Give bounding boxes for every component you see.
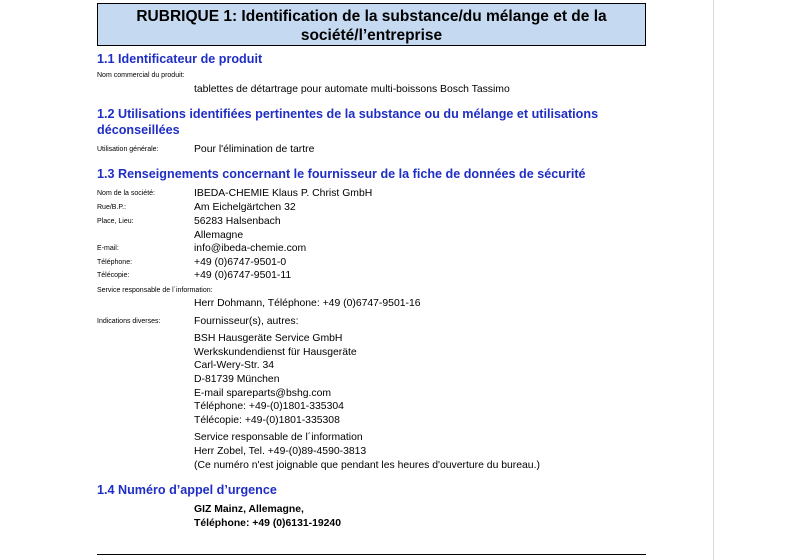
street-value: Am Eichelgärtchen 32	[194, 202, 296, 213]
section-header-line-2: société/l’entreprise	[300, 27, 443, 44]
phone-label: Téléphone:	[97, 259, 133, 266]
company-value: IBEDA-CHEMIE Klaus P. Christ GmbH	[194, 188, 373, 199]
misc-line: Service responsable de l´information	[194, 432, 363, 443]
section-header-line-1: RUBRIQUE 1: Identification de la substance/du mélange et de la	[136, 8, 607, 25]
info-service-label: Service responsable de l´information:	[97, 287, 213, 294]
page-margin	[714, 0, 800, 560]
info-service-value: Herr Dohmann, Téléphone: +49 (0)6747-9501-16	[194, 298, 421, 309]
general-use-value: Pour l'élimination de tartre	[194, 144, 315, 155]
email-value: info@ibeda-chemie.com	[194, 243, 307, 254]
misc-line: Fournisseur(s), autres:	[194, 316, 299, 327]
misc-line: Télécopie: +49-(0)1801-335308	[194, 415, 340, 426]
misc-line: Herr Zobel, Tel. +49-(0)89-4590-3813	[194, 446, 367, 457]
subsection-title-1-3: 1.3 Renseignements concernant le fournisseur de la fiche de données de sécurité	[97, 167, 586, 181]
misc-line: Werkskundendienst für Hausgeräte	[194, 347, 357, 358]
misc-line: BSH Hausgeräte Service GmbH	[194, 333, 343, 344]
country-value: Allemagne	[194, 230, 244, 241]
product-name-value: tablettes de détartrage pour automate multi-boissons Bosch Tassimo	[194, 84, 510, 95]
subsection-title-1-4: 1.4 Numéro d’appel d’urgence	[97, 483, 277, 497]
place-label: Place, Lieu:	[97, 218, 134, 225]
subsection-title-1-2-line-2: déconseillées	[97, 123, 180, 137]
company-label: Nom de la société:	[97, 190, 155, 197]
fax-value: +49 (0)6747-9501-11	[194, 270, 292, 281]
misc-line: (Ce numéro n'est joignable que pendant les heures d'ouverture du bureau.)	[194, 460, 540, 471]
phone-value: +49 (0)6747-9501-0	[194, 257, 287, 268]
subsection-title-1-1: 1.1 Identificateur de produit	[97, 52, 263, 66]
street-label: Rue/B.P.:	[97, 204, 127, 211]
misc-line: E-mail spareparts@bshg.com	[194, 388, 332, 399]
misc-line: Carl-Wery-Str. 34	[194, 360, 275, 371]
product-name-label: Nom commercial du produit:	[97, 72, 185, 79]
emergency-line: Téléphone: +49 (0)6131-19240	[194, 518, 341, 529]
subsection-title-1-2-line-1: 1.2 Utilisations identifiées pertinentes de la substance ou du mélange et utilisations	[97, 107, 599, 121]
misc-line: D-81739 München	[194, 374, 280, 385]
fax-label: Télécopie:	[97, 272, 130, 279]
emergency-line: GIZ Mainz, Allemagne,	[194, 504, 304, 515]
place-value: 56283 Halsenbach	[194, 216, 281, 227]
section-divider	[97, 554, 646, 555]
general-use-label: Utilisation générale:	[97, 146, 159, 153]
section-header	[97, 3, 646, 46]
misc-line: Téléphone: +49-(0)1801-335304	[194, 401, 344, 412]
misc-label: Indications diverses:	[97, 318, 161, 325]
email-label: E-mail:	[97, 245, 119, 252]
